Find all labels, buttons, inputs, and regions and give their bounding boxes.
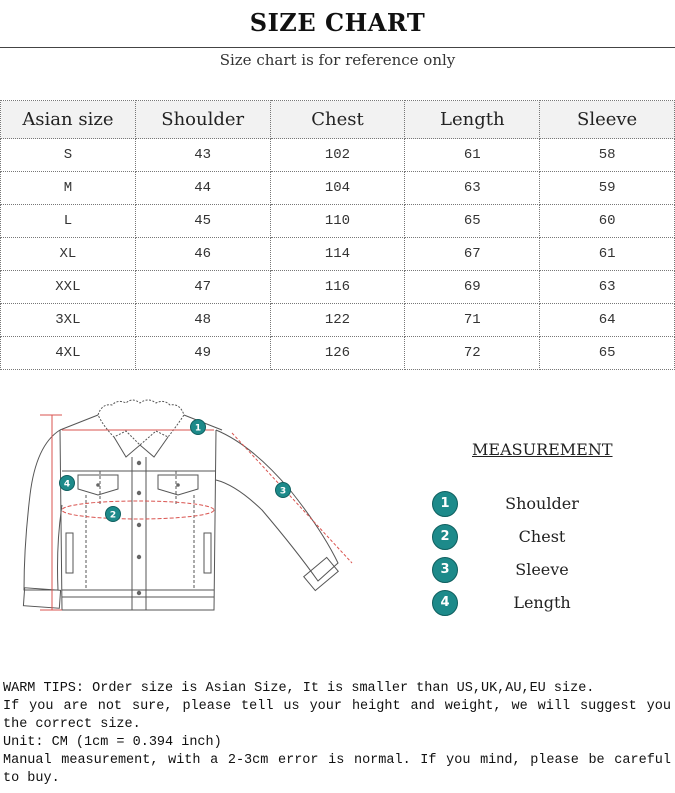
- table-cell: 44: [135, 172, 270, 205]
- table-cell: 47: [135, 271, 270, 304]
- table-cell: XL: [1, 238, 136, 271]
- legend-label: Chest: [518, 527, 566, 546]
- marker-2-icon: 2: [432, 524, 458, 550]
- table-cell: 104: [270, 172, 405, 205]
- tip-line: Manual measurement, with a 2-3cm error is normal. If you mind, please be careful to buy.: [3, 753, 671, 786]
- table-cell: 58: [540, 139, 675, 172]
- svg-text:2: 2: [109, 510, 117, 521]
- table-cell: 126: [270, 337, 405, 370]
- page-subtitle: Size chart is for reference only: [219, 51, 456, 69]
- table-row: [1, 304, 675, 337]
- marker-4-icon: 4: [432, 590, 458, 616]
- jacket-icon: [0, 385, 375, 630]
- table-row: [1, 139, 675, 172]
- table-cell: 65: [405, 205, 540, 238]
- table-cell: S: [1, 139, 136, 172]
- table-cell: 71: [405, 304, 540, 337]
- legend-label: Length: [513, 593, 571, 612]
- marker-1-icon: 1: [432, 491, 458, 517]
- table-cell: 67: [405, 238, 540, 271]
- tip-line: WARM TIPS: Order size is Asian Size, It is smaller than US,UK,AU,EU size.: [3, 681, 595, 696]
- table-row: [1, 172, 675, 205]
- tip-line: If you are not sure, please tell us your height and weight, we will suggest you the correct size.: [3, 699, 671, 732]
- tip-line: Unit: CM (1cm = 0.394 inch): [3, 735, 222, 750]
- table-cell: 3XL: [1, 304, 136, 337]
- svg-text:3: 3: [279, 486, 287, 497]
- table-cell: 102: [270, 139, 405, 172]
- table-header-row: [1, 101, 675, 139]
- table-cell: 69: [405, 271, 540, 304]
- table-cell: 60: [540, 205, 675, 238]
- table-cell: 72: [405, 337, 540, 370]
- svg-text:1: 1: [194, 423, 202, 434]
- column-header: Shoulder: [135, 101, 270, 139]
- table-cell: 65: [540, 337, 675, 370]
- column-header: Length: [405, 101, 540, 139]
- table-cell: 116: [270, 271, 405, 304]
- table-row: [1, 337, 675, 370]
- table-row: [1, 271, 675, 304]
- column-header: Chest: [270, 101, 405, 139]
- table-cell: 63: [405, 172, 540, 205]
- marker-3-icon: 3: [432, 557, 458, 583]
- table-cell: 61: [540, 238, 675, 271]
- table-cell: 43: [135, 139, 270, 172]
- table-cell: 122: [270, 304, 405, 337]
- size-table: [0, 100, 675, 370]
- table-cell: XXL: [1, 271, 136, 304]
- table-cell: 64: [540, 304, 675, 337]
- legend-item-shoulder: [432, 491, 652, 517]
- table-cell: 4XL: [1, 337, 136, 370]
- svg-text:4: 4: [63, 479, 71, 490]
- table-row: [1, 205, 675, 238]
- legend-item-chest: [432, 524, 652, 550]
- table-row: [1, 238, 675, 271]
- legend-label: Sleeve: [515, 560, 569, 579]
- table-cell: 114: [270, 238, 405, 271]
- column-header: Sleeve: [540, 101, 675, 139]
- column-header: Asian size: [1, 101, 136, 139]
- table-cell: 46: [135, 238, 270, 271]
- table-cell: 59: [540, 172, 675, 205]
- warm-tips: [3, 680, 671, 788]
- table-cell: 61: [405, 139, 540, 172]
- legend-item-sleeve: [432, 557, 652, 583]
- page-title: SIZE CHART: [249, 8, 426, 37]
- table-cell: M: [1, 172, 136, 205]
- table-cell: L: [1, 205, 136, 238]
- table-cell: 45: [135, 205, 270, 238]
- title-divider: [0, 47, 675, 48]
- table-cell: 63: [540, 271, 675, 304]
- legend-label: Shoulder: [505, 494, 579, 513]
- table-cell: 48: [135, 304, 270, 337]
- measurement-title: MEASUREMENT: [472, 440, 613, 459]
- table-cell: 49: [135, 337, 270, 370]
- table-cell: 110: [270, 205, 405, 238]
- legend-item-length: [432, 590, 652, 616]
